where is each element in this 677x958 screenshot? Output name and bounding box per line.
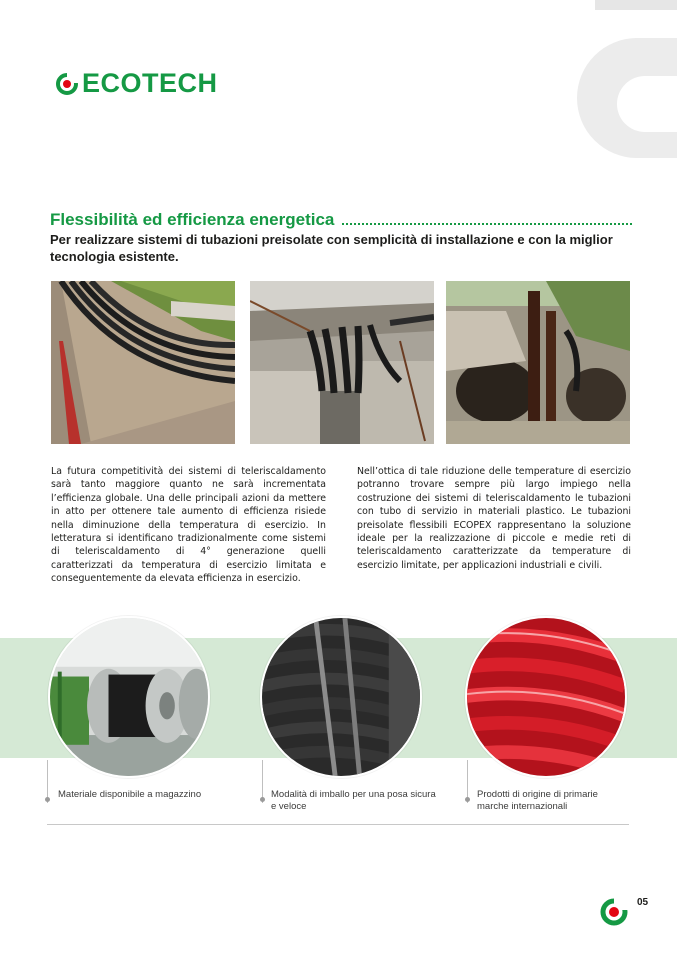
pipes-trench-photo-icon [51,281,235,444]
corner-decoration [577,0,677,170]
caption-bullet-1 [45,797,50,802]
feature-caption-products: Prodotti di origine di primarie marche internazionali [477,789,598,812]
photo-pipe-connections [250,281,434,444]
section-subtitle: Per realizzare sistemi di tubazioni preisolate con semplicità di installazione e con la miglior tecnologia esistente. [50,232,613,264]
photo-excavation [446,281,630,444]
feature-caption-packing: Modalità di imballo per una posa sicura e veloce [271,789,436,812]
excavation-photo-icon [446,281,630,444]
feature-image-warehouse [48,616,210,778]
body-text-left: La futura competitività dei sistemi di teleriscaldamento sarà tanto maggiore quanto ne sarà incrementata l’efficienza globale. Una delle principali azioni da mettere in atto per ottenere tale aumento di efficienza risiede nella diminuzione della temperatura di esercizio. In letteratura si identificano tradizionalmente come sistemi di teleriscaldamento di 4° generazione quelli caratterizzati da temperatura di esercizio limitata e conseguentemente da elevata efficienza in esercizio. [51,466,326,585]
body-text-right: Nell’ottica di tale riduzione delle temperature di esercizio potranno trovare sempre più largo impiego nella costruzione dei sistemi di teleriscaldamento le tubazioni con tubo di servizio in materiali plastico. Le tubazioni preisolate flessibili ECOPEX rappresentano la soluzione ideale per la realizzazione di piccole e medie reti di teleriscaldamento caratterizzate da temperature di esercizio limitate, per applicazioni industriali e civili. [357,466,631,571]
bottom-divider [47,824,629,825]
ecotech-footer-icon [600,898,628,926]
feature-caption-warehouse: Materiale disponibile a magazzino [58,789,202,800]
corner-ring-hole [617,76,677,132]
red-pipes-photo-icon [467,618,625,776]
brand-logo [56,70,218,97]
page-number: 05 [637,897,649,908]
packed-coils-photo-icon [262,618,420,776]
dotted-divider [342,223,632,225]
caption-bullet-2 [260,797,265,802]
corner-bar [595,0,677,10]
pipe-connections-photo-icon [250,281,434,444]
brand-name: ECOTECH [82,68,218,98]
section-heading [50,210,632,230]
ecotech-logo-icon [56,73,78,95]
feature-image-packing [260,616,422,778]
caption-bullet-3 [465,797,470,802]
warehouse-reels-photo-icon [50,618,208,776]
section-title: Flessibilità ed efficienza energetica [50,210,335,229]
photo-pipes-trench [51,281,235,444]
feature-image-red-pipes [465,616,627,778]
